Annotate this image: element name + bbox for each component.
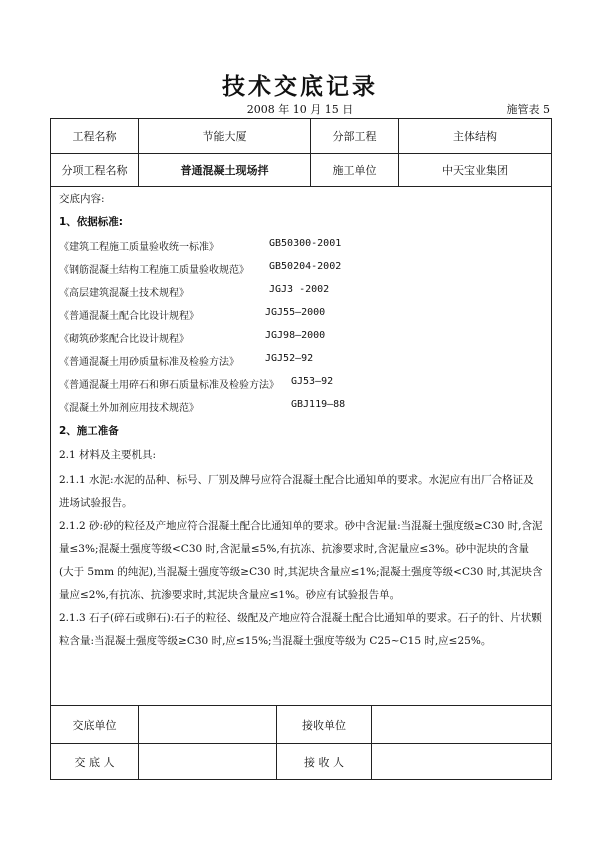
standard-name: 《普通混凝土配合比设计规程》 — [59, 311, 199, 322]
handover-unit-field[interactable] — [139, 706, 276, 743]
standard-name: 《建筑工程施工质量验收统一标准》 — [59, 242, 219, 253]
subsection-materials: 2.1 材料及主要机具: — [59, 449, 157, 461]
receive-unit-label: 接收单位 — [302, 718, 346, 732]
standard-code: GB50300-2001 — [269, 238, 342, 249]
construction-unit-value: 中天宝业集团 — [442, 164, 508, 177]
paragraph-sand: 2.1.2 砂:砂的粒径及产地应符合混凝土配合比通知单的要求。砂中含泥量:当混凝土强度级≥C30 时,含泥量≤3%;混凝土强度等级<C30 时,含泥量≤5%,有抗冻、抗渗要求时,含泥量应≤3%。砂中泥块的含量(大于 5mm 的纯泥),当混凝土强度等级≥C30 时,其泥块含量应≤1%;混凝土强度等级<C30 时,其泥块含量应≤2%,有抗冻、抗渗要求时,其泥块含量应≤1%。砂应有试验报告单。 — [59, 520, 543, 601]
standard-name: 《砌筑砂浆配合比设计规程》 — [59, 334, 189, 345]
handover-unit-label: 交底单位 — [72, 718, 117, 732]
standard-code: GB50204-2002 — [269, 261, 342, 272]
standard-code: JGJ55—2000 — [265, 307, 326, 318]
paragraph-gravel: 2.1.3 石子(碎石或卵石):石子的粒径、级配及产地应符合混凝土配合比通知单的要求。石子的针、片状颗粒含量:当混凝土强度等级≥C30 时,应≤15%;当混凝土强度等级为 C25~C15 时,应≤25%。 — [59, 612, 542, 647]
section-heading-preparation: 2、施工准备 — [59, 425, 119, 437]
division-value: 主体结构 — [453, 130, 497, 143]
project-name-value: 节能大厦 — [202, 130, 247, 143]
record-form-table — [50, 118, 552, 780]
standard-code: JGJ98—2000 — [265, 330, 326, 341]
division-label: 分部工程 — [332, 130, 377, 143]
subitem-label: 分项工程名称 — [61, 164, 128, 177]
standard-name: 《高层建筑混凝土技术规程》 — [59, 288, 189, 299]
construction-unit-label: 施工单位 — [332, 164, 377, 177]
standard-code: GJ53—92 — [291, 376, 334, 387]
section-heading-standards: 1、依据标准: — [59, 216, 124, 228]
receive-unit-field[interactable] — [372, 706, 551, 743]
standard-name: 《钢筋混凝土结构工程施工质量验收规范》 — [59, 265, 249, 276]
subitem-value: 普通混凝土现场拌 — [180, 164, 269, 177]
paragraph-cement: 2.1.1 水泥:水泥的品种、标号、厂别及牌号应符合混凝土配合比通知单的要求。水泥应有出厂合格证及进场试验报告。 — [59, 474, 534, 509]
receive-person-field[interactable] — [372, 744, 551, 779]
standard-name: 《普通混凝土用碎石和卵石质量标准及检验方法》 — [59, 380, 279, 391]
project-name-label: 工程名称 — [72, 130, 117, 143]
form-number: 施管表 5 — [506, 103, 550, 116]
standard-name: 《普通混凝土用砂质量标准及检验方法》 — [59, 357, 239, 368]
row-divider — [51, 186, 551, 187]
record-date: 2008 年 10 月 15 日 — [246, 103, 354, 116]
handover-person-label: 交 底 人 — [74, 755, 115, 769]
standard-code: GBJ119—88 — [291, 399, 346, 410]
standard-name: 《混凝土外加剂应用技术规范》 — [59, 403, 199, 414]
receive-person-label: 接 收 人 — [304, 755, 344, 769]
page-title: 技术交底记录 — [222, 74, 378, 100]
handover-content — [51, 193, 551, 695]
standard-code: JGJ3 -2002 — [269, 284, 330, 295]
standard-code: JGJ52—92 — [265, 353, 314, 364]
content-intro: 交底内容: — [59, 193, 105, 205]
handover-person-field[interactable] — [139, 744, 276, 779]
